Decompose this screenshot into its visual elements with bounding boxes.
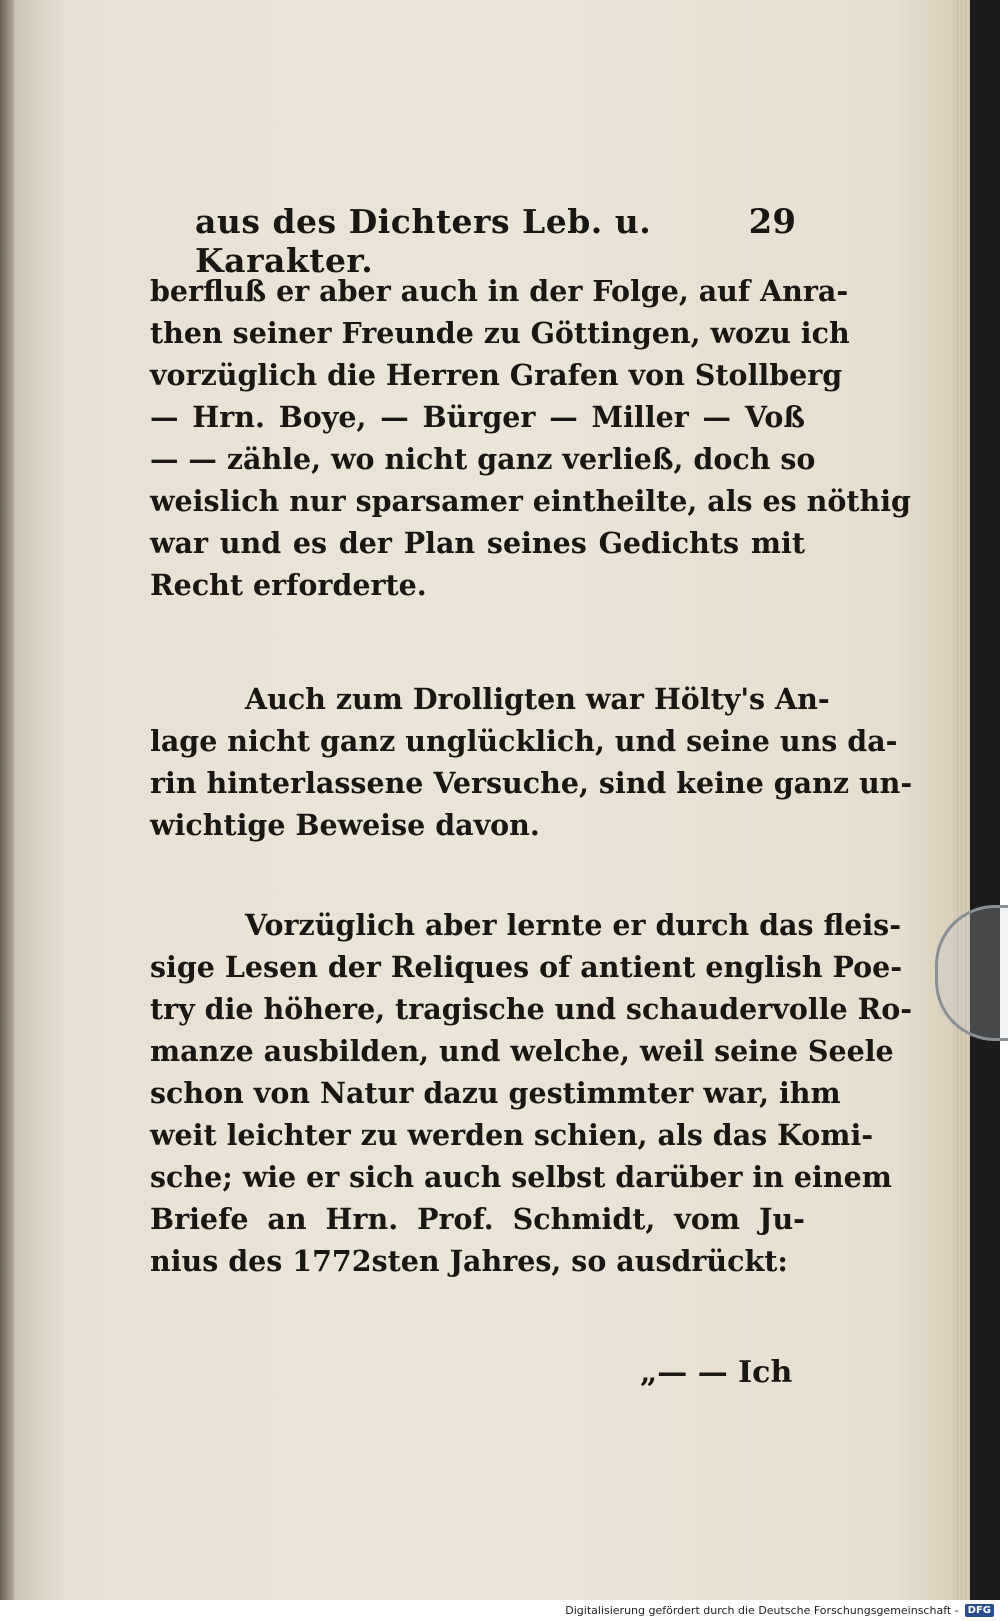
text-line: lage nicht ganz unglücklich, und seine uns da- — [150, 724, 898, 758]
text-line: sche; wie er sich auch selbst darüber in einem — [150, 1160, 892, 1194]
page-number: 29 — [748, 202, 796, 242]
paragraph-1 — [150, 270, 911, 606]
text-line: Recht erforderte. — [150, 568, 427, 602]
page-header — [195, 202, 800, 280]
text-line: manze ausbilden, und welche, weil seine Seele — [150, 1034, 894, 1068]
text-line: Briefe an Hrn. Prof. Schmidt, vom Ju- — [150, 1202, 805, 1236]
text-line: Auch zum Drolligten war Hölty's An- — [245, 682, 830, 716]
text-line: then seiner Freunde zu Göttingen, wozu ich — [150, 316, 850, 350]
text-line: Vorzüglich aber lernte er durch das fleis- — [245, 908, 902, 942]
footer-bar — [0, 1600, 1000, 1621]
text-line: war und es der Plan seines Gedichts mit — [150, 526, 805, 560]
text-line: weit leichter zu werden schien, als das Komi- — [150, 1118, 874, 1152]
text-line: berfluß er aber auch in der Folge, auf Anra- — [150, 274, 849, 308]
text-line: wichtige Beweise davon. — [150, 808, 540, 842]
text-line: — — zähle, wo nicht ganz verließ, doch so — [150, 442, 816, 476]
binding-shadow — [0, 0, 14, 1600]
text-line: rin hinterlassene Versuche, sind keine ganz un- — [150, 766, 913, 800]
text-line: try die höhere, tragische und schaudervolle Ro- — [150, 992, 913, 1026]
text-line: nius des 1772sten Jahres, so ausdrückt: — [150, 1244, 788, 1278]
text-line: vorzüglich die Herren Grafen von Stollberg — [150, 358, 843, 392]
text-line: weislich nur sparsamer eintheilte, als es nöthig — [150, 484, 911, 518]
running-head: aus des Dichters Leb. u. Karakter. — [195, 202, 652, 280]
text-line: schon von Natur dazu gestimmter war, ihm — [150, 1076, 841, 1110]
dfg-logo-icon: DFG — [965, 1604, 994, 1617]
footer-credit: Digitalisierung gefördert durch die Deutsche Forschungsgemeinschaft - — [565, 1604, 959, 1617]
paragraph-3 — [150, 904, 913, 1282]
catchword: „— — Ich — [640, 1355, 793, 1390]
text-line: sige Lesen der Reliques of antient english Poe- — [150, 950, 903, 984]
text-line: — Hrn. Boye, — Bürger — Miller — Voß — [150, 400, 805, 434]
paragraph-2 — [150, 678, 913, 846]
